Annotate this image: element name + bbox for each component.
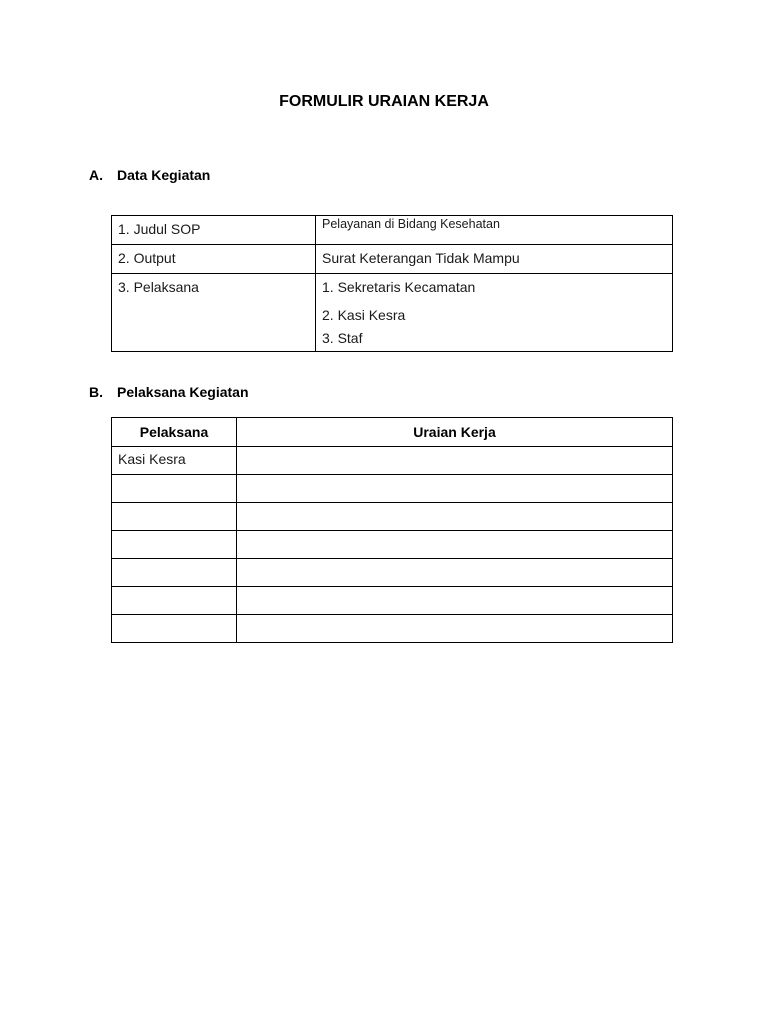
pelaksana-value-2: 2. Kasi Kesra [322,307,406,323]
column-header-uraian-kerja: Uraian Kerja [237,418,673,447]
table-row [112,587,673,615]
judul-sop-label: 1. Judul SOP [112,216,316,245]
section-b-title: Pelaksana Kegiatan [117,384,249,400]
column-header-pelaksana: Pelaksana [112,418,237,447]
pelaksana-label: 3. Pelaksana [112,274,316,352]
table-row [112,216,673,245]
table-row [112,475,673,503]
pelaksana-cell [112,559,237,587]
judul-sop-value: Pelayanan di Bidang Kesehatan [316,216,673,245]
uraian-kerja-cell [237,475,673,503]
section-a-heading [89,167,210,183]
pelaksana-cell [112,531,237,559]
table-row [112,447,673,475]
pelaksana-cell [112,615,237,643]
section-a-title: Data Kegiatan [117,167,211,183]
form-title: FORMULIR URAIAN KERJA [279,93,489,110]
pelaksana-cell: Kasi Kesra [112,447,237,475]
table-row [112,245,673,274]
data-kegiatan-table [111,215,673,352]
table-header-row [112,418,673,447]
pelaksana-kegiatan-table [111,417,673,643]
uraian-kerja-cell [237,615,673,643]
output-label: 2. Output [112,245,316,274]
pelaksana-value-1: 1. Sekretaris Kecamatan [322,279,476,295]
uraian-kerja-cell [237,447,673,475]
output-value: Surat Keterangan Tidak Mampu [316,245,673,274]
uraian-kerja-cell [237,531,673,559]
table-row [112,274,673,352]
uraian-kerja-cell [237,503,673,531]
table-row [112,559,673,587]
pelaksana-cell [112,503,237,531]
pelaksana-cell [112,475,237,503]
table-row [112,531,673,559]
section-b-heading [89,384,249,400]
table-row [112,615,673,643]
section-b-letter: B. [89,384,103,400]
pelaksana-value-3: 3. Staf [322,330,363,346]
pelaksana-cell [112,587,237,615]
section-a-letter: A. [89,167,103,183]
pelaksana-values [316,274,673,352]
table-row [112,503,673,531]
uraian-kerja-cell [237,559,673,587]
uraian-kerja-cell [237,587,673,615]
